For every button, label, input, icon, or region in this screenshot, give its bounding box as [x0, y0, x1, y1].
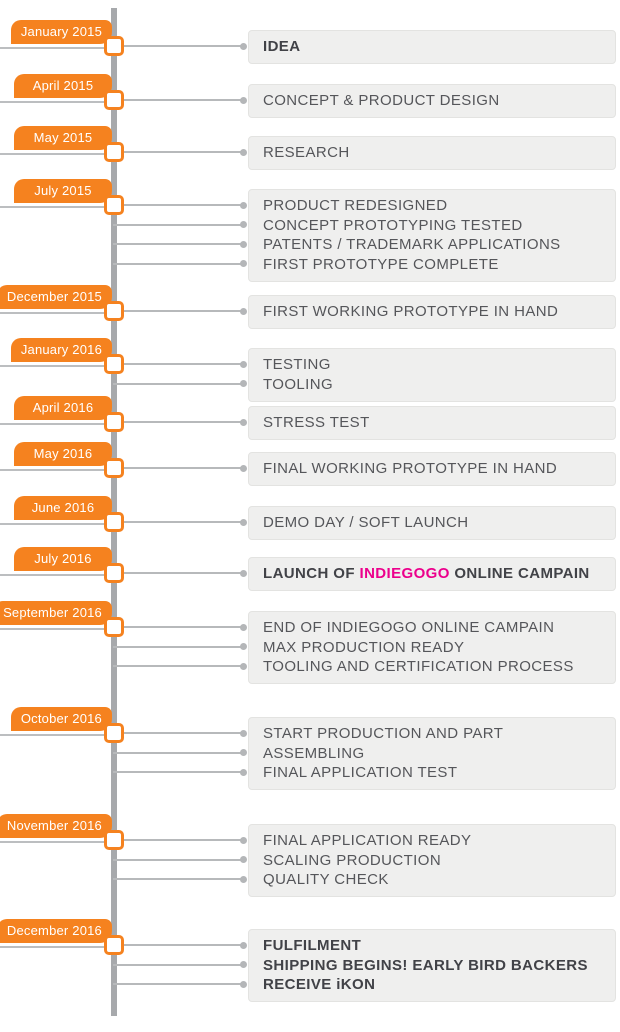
milestone-box — [248, 611, 616, 685]
milestone-text: IDEA — [263, 38, 301, 55]
milestone-text: QUALITY CHECK — [263, 871, 389, 888]
connector-dot — [240, 643, 247, 650]
timeline-node — [104, 830, 124, 850]
highlighted-word: INDIEGOGO — [359, 565, 450, 582]
milestone-box — [248, 136, 616, 171]
milestone-text: STRESS TEST — [263, 414, 370, 431]
connector-dot — [240, 260, 247, 267]
date-underline — [0, 365, 110, 367]
date-label: January 2015 — [11, 20, 112, 44]
date-underline — [0, 841, 110, 843]
connector-line — [113, 944, 241, 946]
connector-line — [113, 421, 241, 423]
date-underline — [0, 312, 110, 314]
milestone-text: ASSEMBLING — [263, 744, 365, 762]
milestone-box — [248, 824, 616, 898]
milestone-box — [248, 717, 616, 791]
timeline-node — [104, 142, 124, 162]
connector-dot — [240, 769, 247, 776]
timeline-node — [104, 354, 124, 374]
connector-dot — [240, 570, 247, 577]
connector-dot — [240, 241, 247, 248]
date-underline — [0, 734, 110, 736]
date-label: July 2015 — [14, 179, 112, 203]
connector-dot — [240, 519, 247, 526]
timeline-node — [104, 36, 124, 56]
timeline-node — [104, 563, 124, 583]
milestone-box — [248, 557, 616, 592]
connector-line — [113, 964, 241, 966]
timeline-node — [104, 935, 124, 955]
connector-dot — [240, 961, 247, 968]
milestone-text: FIRST PROTOTYPE COMPLETE — [263, 255, 499, 273]
timeline-node — [104, 617, 124, 637]
connector-dot — [240, 221, 247, 228]
milestone-text: TOOLING — [263, 375, 334, 393]
connector-line — [113, 363, 241, 365]
milestone-text: CONCEPT PROTOTYPING TESTED — [263, 216, 523, 234]
milestone-text: START PRODUCTION AND PART — [263, 725, 504, 742]
connector-line — [113, 626, 241, 628]
connector-dot — [240, 749, 247, 756]
date-label: November 2016 — [0, 814, 112, 838]
milestone-text: DEMO DAY / SOFT LAUNCH — [263, 514, 469, 531]
milestone-box — [248, 295, 616, 330]
milestone-text: RECEIVE iKON — [263, 976, 376, 993]
connector-line — [113, 99, 241, 101]
text-run: ONLINE CAMPAIN — [449, 565, 590, 582]
connector-line — [113, 243, 241, 245]
connector-dot — [240, 624, 247, 631]
date-underline — [0, 523, 110, 525]
connector-dot — [240, 308, 247, 315]
milestone-text: END OF INDIEGOGO ONLINE CAMPAIN — [263, 619, 555, 636]
connector-line — [113, 204, 241, 206]
connector-line — [113, 151, 241, 153]
date-label: July 2016 — [14, 547, 112, 571]
connector-dot — [240, 981, 247, 988]
date-underline — [0, 101, 110, 103]
timeline-node — [104, 195, 124, 215]
timeline-node — [104, 412, 124, 432]
milestone-text: SHIPPING BEGINS! EARLY BIRD BACKERS — [263, 956, 588, 974]
date-label: December 2016 — [0, 919, 112, 943]
milestone-box — [248, 189, 616, 282]
connector-line — [113, 878, 241, 880]
date-label: April 2015 — [14, 74, 112, 98]
milestone-text: MAX PRODUCTION READY — [263, 638, 465, 656]
date-label: May 2015 — [14, 126, 112, 150]
milestone-box — [248, 929, 616, 1003]
timeline-node — [104, 301, 124, 321]
milestone-text: FINAL WORKING PROTOTYPE IN HAND — [263, 460, 558, 477]
milestone-text: CONCEPT & PRODUCT DESIGN — [263, 92, 500, 109]
milestone-text: FULFILMENT — [263, 937, 362, 954]
timeline-node — [104, 512, 124, 532]
connector-line — [113, 521, 241, 523]
connector-dot — [240, 97, 247, 104]
date-label: December 2015 — [0, 285, 112, 309]
connector-line — [113, 383, 241, 385]
milestone-text: FINAL APPLICATION READY — [263, 832, 472, 849]
connector-line — [113, 572, 241, 574]
milestone-box — [248, 30, 616, 65]
timeline-node — [104, 90, 124, 110]
date-underline — [0, 946, 110, 948]
connector-line — [113, 839, 241, 841]
milestone-text: TOOLING AND CERTIFICATION PROCESS — [263, 658, 574, 675]
date-underline — [0, 469, 110, 471]
date-label: September 2016 — [0, 601, 112, 625]
date-underline — [0, 574, 110, 576]
connector-line — [113, 859, 241, 861]
date-underline — [0, 423, 110, 425]
connector-dot — [240, 465, 247, 472]
connector-dot — [240, 942, 247, 949]
connector-dot — [240, 202, 247, 209]
connector-line — [113, 646, 241, 648]
connector-line — [113, 983, 241, 985]
date-label: April 2016 — [14, 396, 112, 420]
milestone-text: FIRST WORKING PROTOTYPE IN HAND — [263, 303, 559, 320]
milestone-text: PRODUCT REDESIGNED — [263, 197, 448, 214]
connector-dot — [240, 380, 247, 387]
connector-dot — [240, 419, 247, 426]
connector-dot — [240, 663, 247, 670]
timeline-node — [104, 723, 124, 743]
date-underline — [0, 47, 110, 49]
connector-line — [113, 263, 241, 265]
connector-line — [113, 665, 241, 667]
connector-dot — [240, 876, 247, 883]
date-label: May 2016 — [14, 442, 112, 466]
connector-dot — [240, 837, 247, 844]
milestone-box — [248, 452, 616, 487]
milestone-box — [248, 506, 616, 541]
milestone-box — [248, 406, 616, 441]
milestone-text: RESEARCH — [263, 144, 350, 161]
connector-dot — [240, 43, 247, 50]
milestone-box — [248, 348, 616, 402]
connector-line — [113, 752, 241, 754]
connector-dot — [240, 730, 247, 737]
milestone-text: SCALING PRODUCTION — [263, 851, 442, 869]
connector-dot — [240, 361, 247, 368]
milestone-text: FINAL APPLICATION TEST — [263, 764, 458, 781]
date-underline — [0, 628, 110, 630]
connector-line — [113, 310, 241, 312]
timeline-node — [104, 458, 124, 478]
date-label: January 2016 — [11, 338, 112, 362]
milestone-box — [248, 84, 616, 119]
connector-dot — [240, 856, 247, 863]
text-run: LAUNCH OF — [263, 565, 360, 582]
connector-line — [113, 467, 241, 469]
date-underline — [0, 153, 110, 155]
connector-line — [113, 732, 241, 734]
connector-dot — [240, 149, 247, 156]
date-label: October 2016 — [11, 707, 112, 731]
connector-line — [113, 45, 241, 47]
date-underline — [0, 206, 110, 208]
connector-line — [113, 771, 241, 773]
date-label: June 2016 — [14, 496, 112, 520]
milestone-text: PATENTS / TRADEMARK APPLICATIONS — [263, 236, 561, 253]
milestone-text: TESTING — [263, 356, 331, 373]
milestone-text — [263, 564, 601, 584]
connector-line — [113, 224, 241, 226]
